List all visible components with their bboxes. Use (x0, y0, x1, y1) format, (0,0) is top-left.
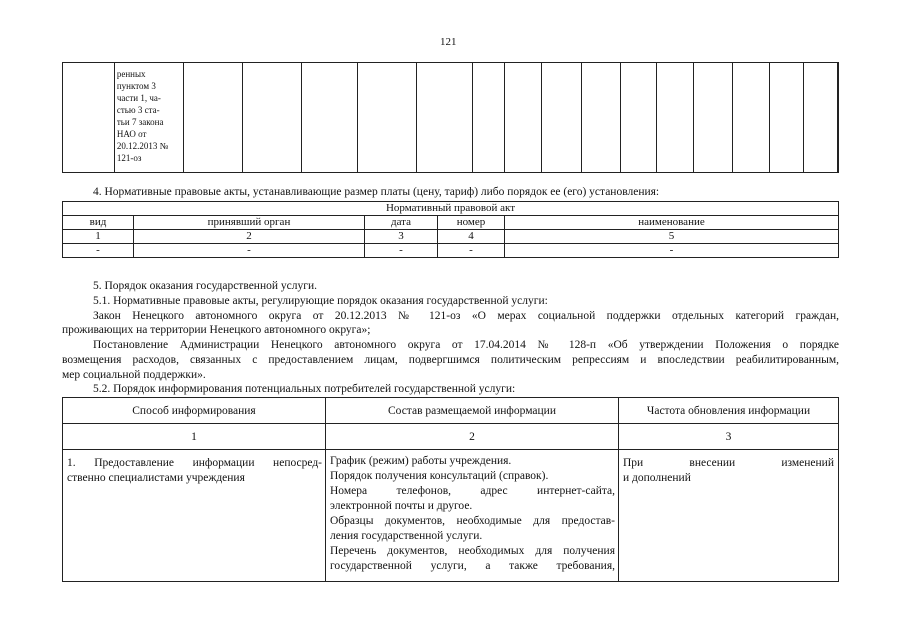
table-cell (803, 63, 837, 173)
column-header: номер (438, 216, 505, 230)
column-header: Способ информирования (63, 398, 326, 424)
column-header: принявший орган (134, 216, 365, 230)
continuation-line: стью 3 ста- (116, 105, 160, 115)
table-cell: - (134, 244, 365, 258)
continuation-line: НАО от (116, 129, 147, 139)
content-line: государственной услуги, а также требования, (330, 560, 615, 572)
table-cell: - (365, 244, 438, 258)
table-cell (657, 63, 694, 173)
law1-line: Закон Ненецкого автономного округа от 20.12.2013 № 121-оз «О мерах социальной поддержки отдельных категорий граждан, (93, 310, 839, 322)
table-cell (620, 63, 657, 173)
table-group-header: Нормативный правовой акт (63, 202, 839, 216)
section5-heading: 5. Порядок оказания государственной услуги. (93, 280, 317, 292)
informing-table (62, 397, 839, 582)
table-cell (358, 63, 417, 173)
method-cell (63, 450, 326, 582)
continuation-line: 20.12.2013 № (116, 141, 169, 151)
section4-heading: 4. Нормативные правовые акты, устанавливающие размер платы (цену, тариф) либо порядок ее (его) установления: (93, 186, 660, 198)
column-number: 5 (505, 230, 839, 244)
continuation-line: ренных (116, 69, 146, 79)
table-cell: - (438, 244, 505, 258)
column-number: 2 (134, 230, 365, 244)
table-cell: - (505, 244, 839, 258)
table-cell (417, 63, 473, 173)
table-cell (770, 63, 804, 173)
law2-line: Постановление Администрации Ненецкого автономного округа от 17.04.2014 № 128-п «Об утверждении Положения о порядке (93, 339, 839, 351)
frequency-line: и дополнений (623, 472, 691, 484)
law2-line: возмещения расходов, связанных с предоставлением лицам, подвергшимся политическим репрессиям и впоследствии реабилитированным, (62, 354, 839, 366)
column-number: 1 (63, 230, 134, 244)
continuation-line: тьи 7 закона (116, 117, 164, 127)
table-cell (63, 63, 115, 173)
content-line: ления государственной услуги. (330, 530, 483, 542)
section5-2-heading: 5.2. Порядок информирования потенциальных потребителей государственной услуги: (93, 383, 516, 395)
column-header: Состав размещаемой информации (326, 398, 619, 424)
table-cell (541, 63, 581, 173)
content-line: Образцы документов, необходимые для предостав- (330, 515, 615, 527)
column-header: вид (63, 216, 134, 230)
table-cell (838, 63, 839, 173)
table-cell (472, 63, 504, 173)
continuation-text (115, 63, 183, 164)
column-number: 3 (365, 230, 438, 244)
table-cell: - (63, 244, 134, 258)
column-header: Частота обновления информации (619, 398, 839, 424)
column-header: наименование (505, 216, 839, 230)
legal-acts-table (62, 201, 839, 258)
frequency-line: При внесении изменений (623, 457, 834, 469)
content-line: Порядок получения консультаций (справок). (330, 470, 549, 482)
frequency-cell (619, 450, 839, 582)
section5-1-heading: 5.1. Нормативные правовые акты, регулирующие порядок оказания государственной услуги: (93, 295, 548, 307)
continuation-text-cell (114, 63, 183, 173)
continuation-line: 121-оз (116, 153, 142, 163)
content-line: Перечень документов, необходимых для получения (330, 545, 615, 557)
method-line: 1. Предоставление информации непосред- (67, 457, 322, 469)
continuation-line: пунктом 3 (116, 81, 156, 91)
table-cell (302, 63, 358, 173)
content-cell (326, 450, 619, 582)
column-number: 1 (63, 424, 326, 450)
page-number: 121 (440, 36, 457, 48)
continuation-table (62, 62, 839, 173)
content-line: электронной почты и другое. (330, 500, 473, 512)
table-cell (694, 63, 733, 173)
column-number: 3 (619, 424, 839, 450)
content-line: График (режим) работы учреждения. (330, 455, 512, 467)
continuation-line: части 1, ча- (116, 93, 161, 103)
table-cell (733, 63, 770, 173)
law1-line: проживающих на территории Ненецкого автономного округа»; (62, 324, 371, 336)
method-line: ственно специалистами учреждения (67, 472, 245, 484)
law2-line: мер социальной поддержки». (62, 369, 206, 381)
table-cell (504, 63, 541, 173)
table-cell (581, 63, 620, 173)
column-header: дата (365, 216, 438, 230)
content-line: Номера телефонов, адрес интернет-сайта, (330, 485, 615, 497)
table-cell (242, 63, 302, 173)
column-number: 2 (326, 424, 619, 450)
table-cell (183, 63, 242, 173)
column-number: 4 (438, 230, 505, 244)
